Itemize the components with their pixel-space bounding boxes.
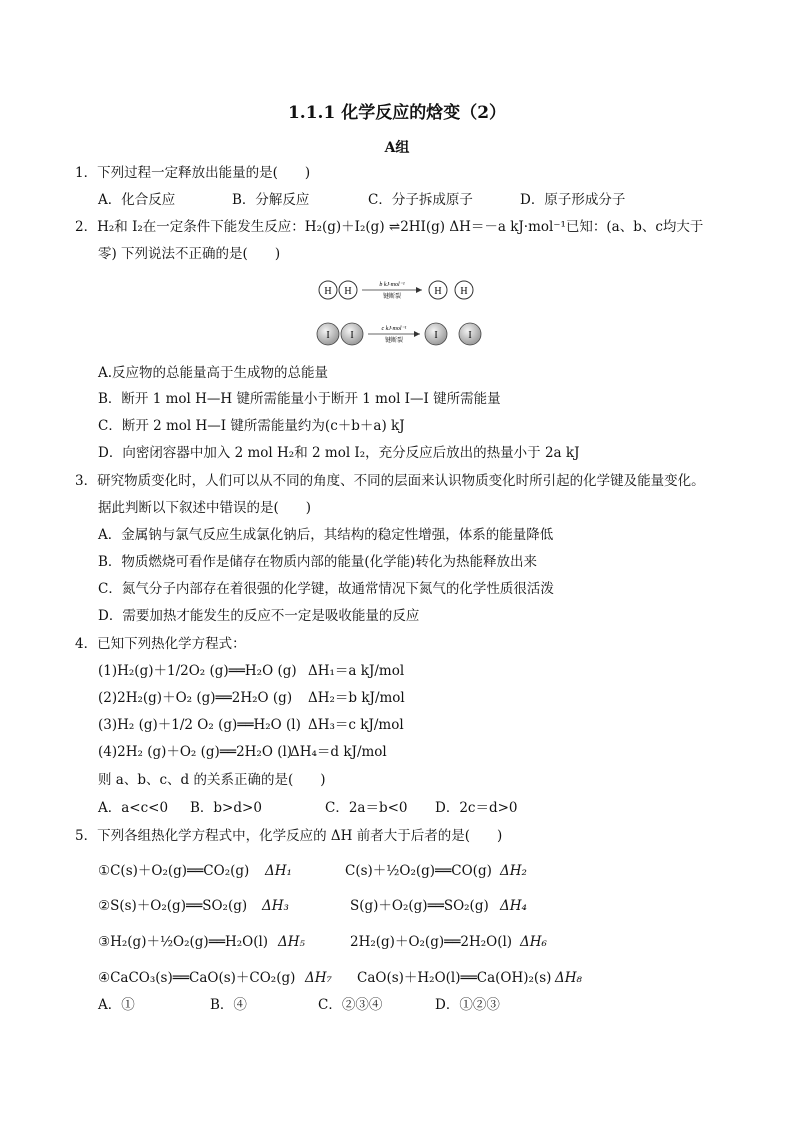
h-energy-label: b kJ·mol⁻¹ bbox=[379, 282, 405, 288]
q3-option-a: A．金属钠与氯气反应生成氯化钠后，其结构的稳定性增强，体系的能量降低 bbox=[98, 527, 554, 543]
h-atom-3: H bbox=[434, 286, 442, 297]
q5-row1-left-dh: ΔH₁ bbox=[265, 863, 292, 879]
h-atom-1: H bbox=[324, 286, 332, 297]
q1-stem: 1．下列过程一定释放出能量的是( ) bbox=[75, 165, 311, 181]
q5-row2-right-dh: ΔH₄ bbox=[500, 898, 527, 914]
q5-row3-left: ③H₂(g)＋½O₂(g)══H₂O(l) bbox=[98, 934, 269, 950]
q5-row4-left-dh: ΔH₇ bbox=[305, 970, 332, 986]
q5-row4-left: ④CaCO₃(s)══CaO(s)＋CO₂(g) bbox=[98, 970, 296, 986]
q2-stem-line2: 零) 下列说法不正确的是( ) bbox=[98, 246, 281, 262]
q5-option-b: B．④ bbox=[210, 997, 247, 1013]
q4-dh-3: ΔH₃＝c kJ/mol bbox=[308, 717, 404, 733]
i-atom-4: I bbox=[468, 330, 472, 341]
i-energy-label: c kJ·mol⁻¹ bbox=[381, 326, 407, 332]
q3-option-c: C．氮气分子内部存在着很强的化学键，故通常情况下氮气的化学性质很活泼 bbox=[98, 581, 554, 597]
q4-question: 则 a、b、c、d 的关系正确的是( ) bbox=[98, 772, 326, 788]
q4-eq-1: (1)H₂(g)＋1/2O₂ (g)══H₂O (g) bbox=[98, 663, 297, 679]
q1-option-c: C．分子拆成原子 bbox=[368, 192, 473, 208]
i-atom-2: I bbox=[350, 330, 354, 341]
bond-breaking-diagram bbox=[310, 276, 490, 350]
i-atom-3: I bbox=[434, 330, 438, 341]
q5-row1-right: C(s)＋½O₂(g)══CO(g) bbox=[345, 863, 492, 879]
q5-row3-left-dh: ΔH₅ bbox=[278, 934, 305, 950]
q3-stem-line2: 据此判断以下叙述中错误的是( ) bbox=[98, 500, 312, 516]
q5-stem: 5．下列各组热化学方程式中，化学反应的 ΔH 前者大于后者的是( ) bbox=[75, 828, 503, 844]
q3-stem-line1: 3．研究物质变化时，人们可以从不同的角度、不同的层面来认识物质变化时所引起的化学键及能量变化。 bbox=[75, 473, 705, 489]
q1-option-d: D．原子形成分子 bbox=[520, 192, 626, 208]
q4-dh-4: ΔH₄＝d kJ/mol bbox=[290, 744, 387, 760]
q5-row4-right-dh: ΔH₈ bbox=[555, 970, 582, 986]
q3-option-b: B．物质燃烧可看作是储存在物质内部的能量(化学能)转化为热能释放出来 bbox=[98, 554, 537, 570]
i-atom-1: I bbox=[326, 330, 330, 341]
i-break-label: 键断裂 bbox=[384, 337, 404, 344]
q5-row2-right: S(g)＋O₂(g)══SO₂(g) bbox=[350, 898, 489, 914]
q5-option-a: A．① bbox=[98, 997, 135, 1013]
q5-row1-left: ①C(s)＋O₂(g)══CO₂(g) bbox=[98, 863, 250, 879]
q5-option-c: C．②③④ bbox=[318, 997, 383, 1013]
q2-option-c: C．断开 2 mol H—I 键所需能量约为(c＋b＋a) kJ bbox=[98, 418, 405, 434]
q4-eq-4: (4)2H₂ (g)＋O₂ (g)══2H₂O (l) bbox=[98, 744, 293, 760]
q2-stem-line1: 2．H₂和 I₂在一定条件下能发生反应：H₂(g)＋I₂(g) ⇌2HI(g) ΔH＝－a kJ·mol⁻¹已知：(a、b、c均大于 bbox=[75, 219, 704, 235]
q2-option-a: A.反应物的总能量高于生成物的总能量 bbox=[98, 365, 329, 381]
q4-option-a: A．a<c<0 bbox=[98, 800, 169, 816]
q5-row3-right-dh: ΔH₆ bbox=[520, 934, 547, 950]
q5-row2-left-dh: ΔH₃ bbox=[262, 898, 289, 914]
q4-option-d: D．2c＝d>0 bbox=[435, 800, 518, 816]
q2-option-d: D．向密闭容器中加入 2 mol H₂和 2 mol I₂，充分反应后放出的热量小于 2a kJ bbox=[98, 445, 580, 461]
q5-row4-right: CaO(s)＋H₂O(l)══Ca(OH)₂(s) bbox=[357, 970, 552, 986]
q4-dh-2: ΔH₂＝b kJ/mol bbox=[308, 690, 405, 706]
q5-row3-right: 2H₂(g)＋O₂(g)══2H₂O(l) bbox=[350, 934, 513, 950]
group-heading: A组 bbox=[384, 140, 410, 156]
q4-stem: 4．已知下列热化学方程式： bbox=[75, 636, 246, 652]
q3-option-d: D．需要加热才能发生的反应不一定是吸收能量的反应 bbox=[98, 608, 420, 624]
page-title: 1.1.1 化学反应的焓变（2） bbox=[287, 103, 507, 123]
q4-eq-3: (3)H₂ (g)＋1/2 O₂ (g)══H₂O (l) bbox=[98, 717, 301, 733]
h-atom-4: H bbox=[460, 286, 468, 297]
q2-option-b: B．断开 1 mol H—H 键所需能量小于断开 1 mol I—I 键所需能量 bbox=[98, 391, 501, 407]
h-atom-2: H bbox=[344, 286, 352, 297]
q4-option-c: C．2a＝b<0 bbox=[325, 800, 408, 816]
q4-option-b: B．b>d>0 bbox=[190, 800, 262, 816]
q1-option-b: B．分解反应 bbox=[232, 192, 310, 208]
q5-row2-left: ②S(s)＋O₂(g)══SO₂(g) bbox=[98, 898, 248, 914]
h-break-label: 键断裂 bbox=[382, 293, 402, 300]
q4-eq-2: (2)2H₂(g)＋O₂ (g)══2H₂O (g) bbox=[98, 690, 293, 706]
q5-row1-right-dh: ΔH₂ bbox=[500, 863, 527, 879]
q1-option-a: A．化合反应 bbox=[98, 192, 176, 208]
q4-dh-1: ΔH₁＝a kJ/mol bbox=[308, 663, 405, 679]
q5-option-d: D．①②③ bbox=[435, 997, 500, 1013]
